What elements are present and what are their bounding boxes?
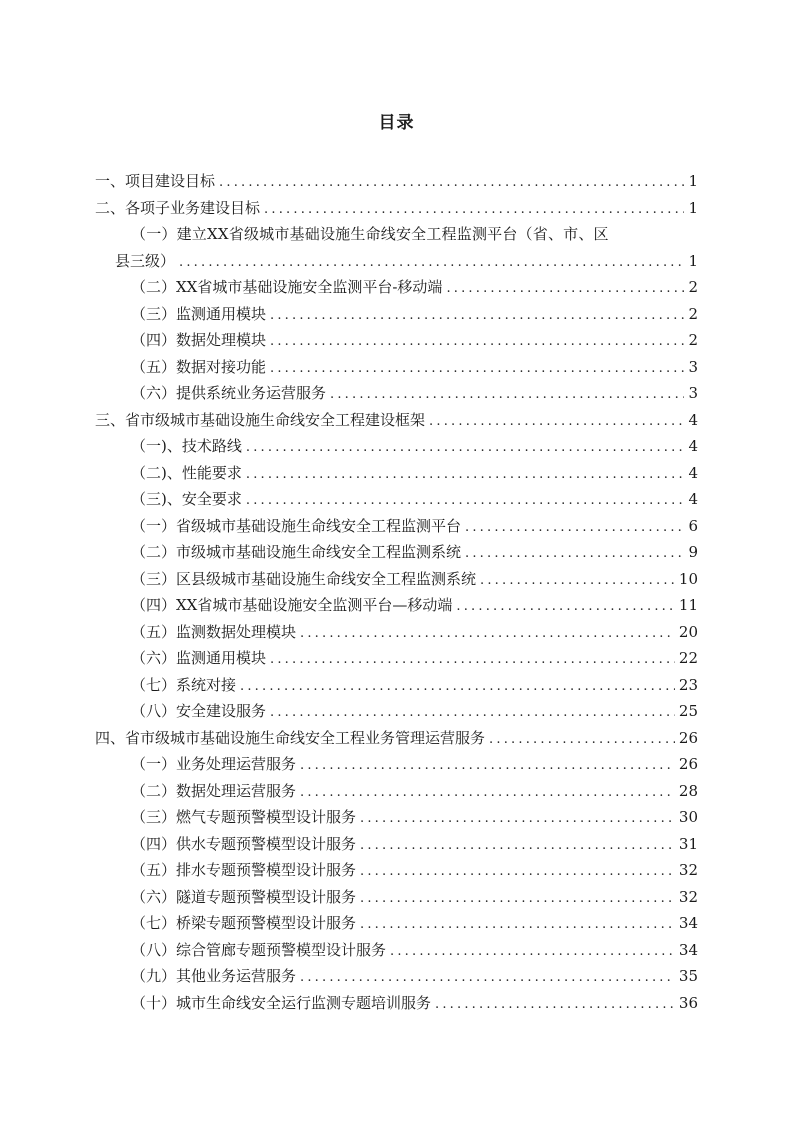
toc-entry-page: 34	[678, 940, 698, 959]
toc-entry-label: 各项子业务建设目标	[125, 198, 261, 217]
toc-entry-21[interactable]	[95, 725, 698, 752]
toc-entry-label: 县三级）	[115, 251, 176, 270]
toc-entry-page: 9	[688, 543, 698, 561]
toc-entry-label: （二）XX省城市基础设施安全监测平台-移动端	[131, 278, 443, 296]
dot-leader	[270, 329, 684, 356]
toc-entry-label: （七）系统对接	[131, 675, 237, 694]
toc-entry-23[interactable]	[95, 778, 698, 805]
dot-leader	[435, 992, 675, 1019]
toc-entry-page: 4	[688, 463, 698, 482]
toc-entry-page: 35	[678, 967, 698, 985]
toc-entry-label: （一）业务处理运营服务	[131, 755, 297, 773]
toc-entry-label: （五）排水专题预警模型设计服务	[131, 861, 357, 879]
toc-entry-label: （八）综合管廊专题预警模型设计服务	[131, 940, 387, 959]
toc-entry-10[interactable]	[95, 433, 698, 460]
dot-leader	[429, 409, 684, 436]
toc-entry-label: （九）其他业务运营服务	[131, 967, 297, 985]
dot-leader	[264, 197, 684, 224]
toc-entry-page: 34	[678, 914, 698, 932]
toc-entry-31[interactable]	[95, 990, 698, 1017]
toc-title: 目录	[378, 113, 415, 133]
toc-entry-24[interactable]	[95, 804, 698, 831]
toc-entry-3-line2[interactable]	[95, 248, 698, 275]
toc-entry-page: 26	[678, 728, 698, 747]
dot-leader	[246, 488, 684, 515]
toc-entry-1[interactable]	[95, 168, 698, 195]
toc-entry-page: 6	[688, 516, 698, 535]
toc-entry-page: 36	[678, 993, 698, 1012]
toc-entry-page: 4	[688, 410, 698, 429]
dot-leader	[480, 568, 675, 595]
toc-entry-page: 23	[678, 675, 698, 694]
toc-entry-page: 1	[688, 251, 698, 270]
toc-entry-number: 一、	[95, 172, 126, 190]
toc-entry-17[interactable]	[95, 619, 698, 646]
toc-entry-label: 项目建设目标	[125, 172, 216, 190]
toc-entry-label: （七）桥梁专题预警模型设计服务	[131, 914, 357, 932]
toc-entry-22[interactable]	[95, 751, 698, 778]
toc-entry-number: 三、	[95, 410, 126, 429]
toc-entry-page: 1	[688, 198, 698, 217]
dot-leader	[270, 647, 675, 674]
dot-leader	[300, 965, 675, 992]
toc-entry-18[interactable]	[95, 645, 698, 672]
dot-leader	[270, 303, 684, 330]
toc-entry-27[interactable]	[95, 884, 698, 911]
toc-entry-page: 2	[688, 278, 698, 296]
dot-leader	[300, 621, 675, 648]
toc-entry-label: （二）市级城市基础设施生命线安全工程监测系统	[131, 543, 462, 561]
toc-entry-page: 4	[688, 490, 698, 508]
toc-entry-30[interactable]	[95, 963, 698, 990]
dot-leader	[270, 700, 675, 727]
toc-entry-page: 28	[678, 781, 698, 800]
table-of-contents	[95, 168, 698, 1016]
dot-leader	[456, 594, 675, 621]
toc-entry-28[interactable]	[95, 910, 698, 937]
toc-entry-page: 20	[678, 622, 698, 641]
toc-entry-label: 省市级城市基础设施生命线安全工程业务管理运营服务	[125, 728, 486, 747]
dot-leader	[219, 170, 684, 197]
toc-entry-label: （二）数据处理运营服务	[131, 781, 297, 800]
toc-entry-6[interactable]	[95, 327, 698, 354]
toc-entry-11[interactable]	[95, 460, 698, 487]
toc-entry-13[interactable]	[95, 513, 698, 540]
toc-entry-page: 2	[688, 304, 698, 323]
dot-leader	[465, 541, 684, 568]
dot-leader	[330, 382, 684, 409]
toc-entry-label: （八）安全建设服务	[131, 702, 267, 720]
toc-entry-page: 3	[688, 357, 698, 376]
dot-leader	[465, 515, 684, 542]
dot-leader	[240, 674, 675, 701]
toc-entry-26[interactable]	[95, 857, 698, 884]
toc-entry-page: 3	[688, 384, 698, 402]
toc-entry-page: 32	[678, 887, 698, 906]
toc-entry-9[interactable]	[95, 407, 698, 434]
dot-leader	[270, 356, 684, 383]
toc-entry-5[interactable]	[95, 301, 698, 328]
dot-leader	[360, 886, 675, 913]
toc-entry-label: （四）供水专题预警模型设计服务	[131, 834, 357, 853]
toc-entry-3-line1[interactable]: （一）建立XX省级城市基础设施生命线安全工程监测平台（省、市、区	[131, 225, 609, 243]
toc-entry-label: 省市级城市基础设施生命线安全工程建设框架	[125, 410, 426, 429]
toc-entry-label: （五）数据对接功能	[131, 357, 267, 376]
toc-entry-label: （四）数据处理模块	[131, 331, 267, 349]
toc-entry-8[interactable]	[95, 380, 698, 407]
toc-entry-29[interactable]	[95, 937, 698, 964]
toc-entry-page: 31	[678, 834, 698, 853]
toc-entry-page: 2	[688, 331, 698, 349]
toc-entry-page: 22	[678, 649, 698, 667]
toc-entry-label: （一)、技术路线	[131, 437, 242, 455]
toc-entry-20[interactable]	[95, 698, 698, 725]
dot-leader	[300, 753, 675, 780]
toc-entry-label: （三）燃气专题预警模型设计服务	[131, 808, 357, 826]
toc-entry-number: 二、	[95, 198, 126, 217]
dot-leader	[360, 912, 675, 939]
toc-entry-label: （三)、安全要求	[131, 490, 242, 508]
toc-entry-label: （六）监测通用模块	[131, 649, 267, 667]
dot-leader	[246, 462, 684, 489]
toc-entry-19[interactable]	[95, 672, 698, 699]
dot-leader	[300, 780, 675, 807]
dot-leader	[360, 806, 675, 833]
toc-entry-label: （三）监测通用模块	[131, 304, 267, 323]
toc-entry-12[interactable]	[95, 486, 698, 513]
toc-entry-label: （一）省级城市基础设施生命线安全工程监测平台	[131, 516, 462, 535]
toc-entry-14[interactable]	[95, 539, 698, 566]
toc-entry-label: （六）隧道专题预警模型设计服务	[131, 887, 357, 906]
toc-entry-4[interactable]	[95, 274, 698, 301]
toc-entry-page: 10	[678, 569, 698, 588]
toc-entry-page: 4	[688, 437, 698, 455]
toc-entry-page: 1	[688, 172, 698, 190]
toc-entry-number: 四、	[95, 728, 126, 747]
dot-leader	[446, 276, 684, 303]
dot-leader	[179, 250, 684, 277]
toc-entry-label: （二)、性能要求	[131, 463, 242, 482]
toc-entry-7[interactable]	[95, 354, 698, 381]
toc-entry-label: （五）监测数据处理模块	[131, 622, 297, 641]
toc-entry-page: 30	[678, 808, 698, 826]
toc-entry-label: （四）XX省城市基础设施安全监测平台—移动端	[131, 596, 453, 614]
dot-leader	[489, 727, 675, 754]
toc-entry-16[interactable]	[95, 592, 698, 619]
toc-entry-label: （六）提供系统业务运营服务	[131, 384, 327, 402]
toc-entry-page: 25	[678, 702, 698, 720]
toc-entry-25[interactable]	[95, 831, 698, 858]
toc-entry-page: 26	[678, 755, 698, 773]
toc-entry-page: 11	[678, 596, 698, 614]
toc-entry-15[interactable]	[95, 566, 698, 593]
dot-leader	[246, 435, 684, 462]
toc-entry-2[interactable]	[95, 195, 698, 222]
dot-leader	[360, 833, 675, 860]
toc-entry-label: （十）城市生命线安全运行监测专题培训服务	[131, 993, 432, 1012]
toc-entry-page: 32	[678, 861, 698, 879]
dot-leader	[390, 939, 675, 966]
toc-entry-label: （三）区县级城市基础设施生命线安全工程监测系统	[131, 569, 477, 588]
dot-leader	[360, 859, 675, 886]
